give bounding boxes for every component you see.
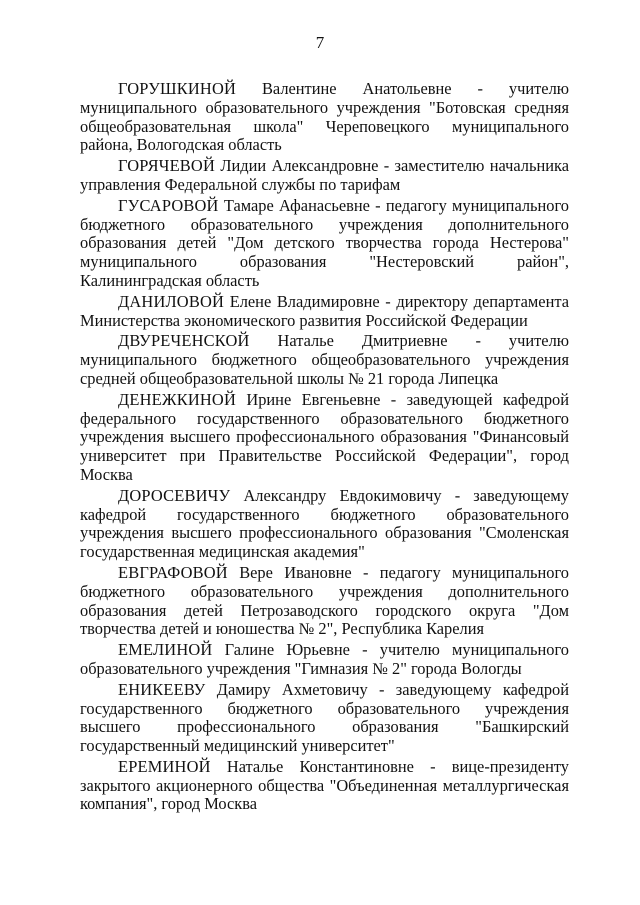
entry-text: Вере Ивановне - педагогу муниципального бюджетного образовательного учреждения дополнительного образования детей Петрозаводского городского округа "Дом творчества детей и юношества № 2", Республика Карелия — [80, 562, 569, 639]
list-entry-6 — [80, 391, 569, 485]
entry-name: ГОРЯЧЕВОЙ — [118, 156, 215, 176]
list-entry-3 — [80, 197, 569, 291]
list-entry-7 — [80, 487, 569, 562]
entry-name: ДВУРЕЧЕНСКОЙ — [118, 331, 250, 351]
entry-text: Наталье Дмитриевне - учителю муниципального бюджетного общеобразовательного учреждения средней общеобразовательной школы № 21 города Липецка — [80, 331, 569, 388]
entry-text: Тамаре Афанасьевне - педагогу муниципального бюджетного образовательного учреждения дополнительного образования детей "Дом детского творчества города Нестерова" муниципального образования "Нестеровский район", Калининградская область — [80, 195, 569, 290]
entry-text: Александру Евдокимовичу - заведующему кафедрой государственного бюджетного образовательного учреждения высшего профессионального образования "Смоленская государственная медицинская академия" — [80, 485, 569, 562]
list-entry-2 — [80, 157, 569, 195]
entry-text: Ирине Евгеньевне - заведующей кафедрой федерального государственного образовательного бюджетного учреждения высшего профессионального образования "Финансовый университет при Правительстве Российской Федерации", город Москва — [80, 389, 569, 484]
page-number: 7 — [315, 33, 325, 52]
list-entry-5 — [80, 332, 569, 388]
entry-name: ЕНИКЕЕВУ — [118, 679, 206, 699]
entry-name: ДЕНЕЖКИНОЙ — [118, 389, 237, 409]
entry-name: ЕВГРАФОВОЙ — [118, 562, 228, 582]
list-entry-4 — [80, 293, 569, 331]
entry-text: Валентине Анатольевне - учителю муниципального образовательного учреждения "Ботовская средняя общеобразовательная школа" Череповецкого муниципального района, Вологодская область — [80, 79, 569, 155]
entry-name: ДОРОСЕВИЧУ — [118, 485, 231, 505]
entry-text: Лидии Александровне - заместителю начальника управления Федеральной службы по тарифам — [80, 156, 569, 194]
list-entry-8 — [80, 564, 569, 639]
entry-text: Дамиру Ахметовичу - заведующему кафедрой государственного бюджетного образовательного учреждения высшего профессионального образования "Башкирский государственный медицинский университет" — [80, 679, 569, 756]
list-entry-11 — [80, 758, 569, 814]
list-entry-9 — [80, 641, 569, 679]
entry-name: ЕРЕМИНОЙ — [118, 756, 211, 776]
entry-text: Галине Юрьевне - учителю муниципального образовательного учреждения "Гимназия № 2" города Вологды — [80, 640, 569, 678]
entry-text: Елене Владимировне - директору департамента Министерства экономического развития Российской Федерации — [80, 291, 569, 330]
list-entry-10 — [80, 681, 569, 756]
entry-name: ГОРУШКИНОЙ — [118, 79, 237, 98]
entry-name: ДАНИЛОВОЙ — [118, 291, 225, 311]
award-list — [80, 80, 569, 816]
entry-text: Наталье Константиновне - вице-президенту закрытого акционерного общества "Объединенная металлургическая компания", город Москва — [80, 756, 569, 814]
entry-name: ГУСАРОВОЙ — [118, 195, 219, 215]
list-entry-1 — [80, 80, 569, 155]
entry-name: ЕМЕЛИНОЙ — [118, 640, 213, 660]
